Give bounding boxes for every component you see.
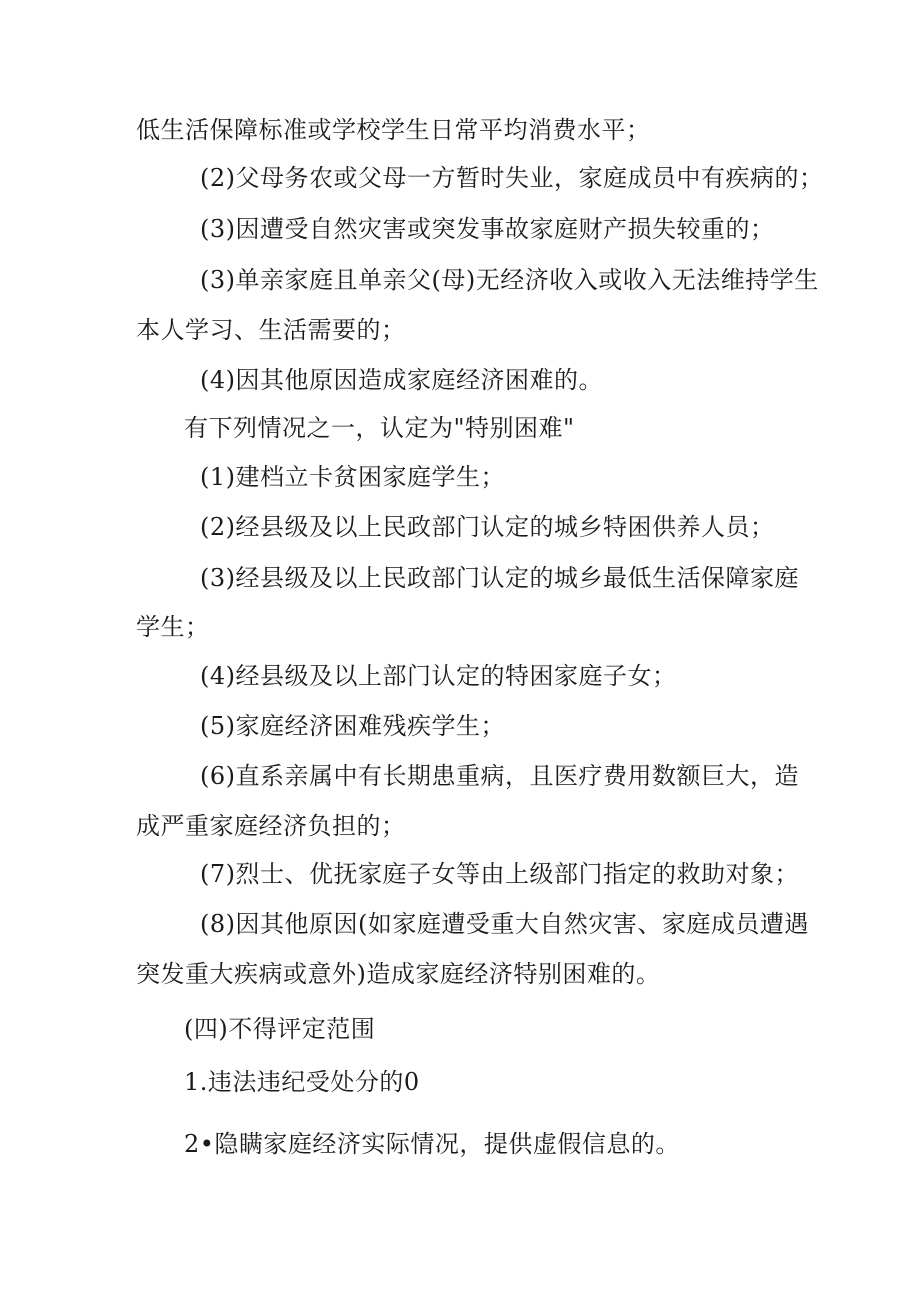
text-line: (2)父母务农或父母一方暂时失业，家庭成员中有疾病的； — [200, 164, 824, 192]
text-line: (2)经县级及以上民政部门认定的城乡特困供养人员； — [200, 513, 775, 541]
text-line: (6)直系亲属中有长期患重病，且医疗费用数额巨大，造 — [200, 762, 799, 790]
text-line: 本人学习、生活需要的； — [136, 316, 406, 344]
text-line: (4)因其他原因造成家庭经济困难的。 — [200, 366, 603, 394]
text-line: (4)经县级及以上部门认定的特困家庭子女； — [200, 662, 677, 690]
text-line: (5)家庭经济困难残疾学生； — [200, 712, 505, 740]
text-line: (3)经县级及以上民政部门认定的城乡最低生活保障家庭 — [200, 564, 799, 592]
text-line: (四)不得评定范围 — [184, 1015, 376, 1043]
text-line: 突发重大疾病或意外)造成家庭经济特别困难的。 — [136, 960, 661, 988]
text-line: (7)烈士、优抚家庭子女等由上级部门指定的救助对象； — [200, 860, 799, 888]
text-line: 2•隐瞒家庭经济实际情况，提供虚假信息的。 — [184, 1130, 680, 1158]
text-line: 低生活保障标准或学校学生日常平均消费水平； — [136, 116, 651, 144]
text-line: (1)建档立卡贫困家庭学生； — [200, 463, 505, 491]
text-line: (3)单亲家庭且单亲父(母)无经济收入或收入无法维持学生 — [200, 266, 819, 294]
text-line: (3)因遭受自然灾害或突发事故家庭财产损失较重的； — [200, 215, 775, 243]
text-line: 有下列情况之一，认定为"特别困难" — [184, 414, 575, 442]
text-line: (8)因其他原因(如家庭遭受重大自然灾害、家庭成员遭遇 — [200, 910, 809, 938]
text-line: 1.违法违纪受处分的0 — [184, 1068, 420, 1096]
text-line: 学生； — [136, 613, 210, 641]
text-line: 成严重家庭经济负担的； — [136, 812, 406, 840]
